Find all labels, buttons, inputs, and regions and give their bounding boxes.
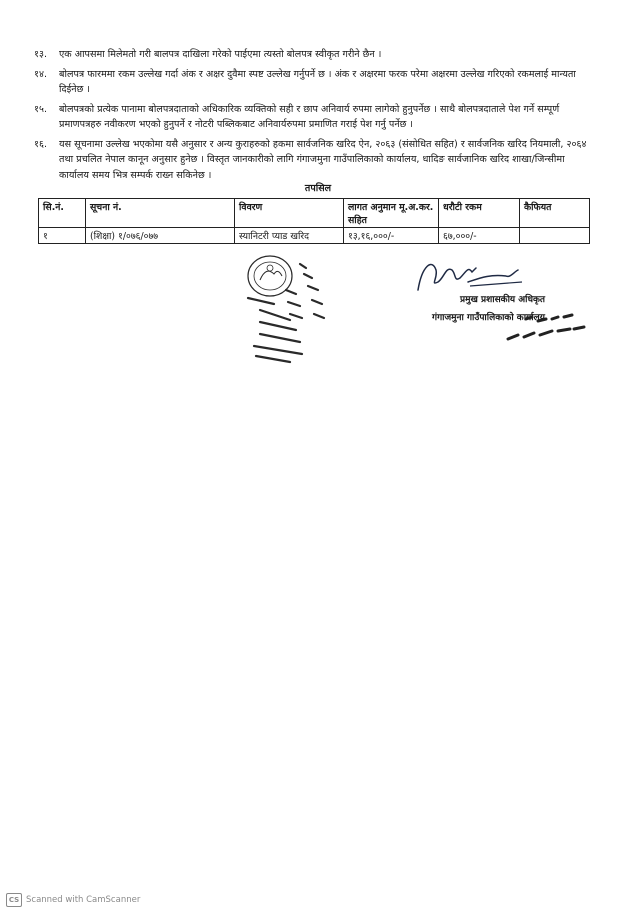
tender-table — [38, 198, 590, 244]
table-header-row — [39, 199, 590, 228]
clause-list — [34, 47, 594, 187]
clause-number: १६. — [34, 138, 48, 150]
cell-deposit: ६७,०००/- — [439, 228, 520, 244]
cell-cost-estimate: १३,१६,०००/- — [344, 228, 439, 244]
clause-item — [34, 47, 594, 63]
watermark-text: Scanned with CamScanner — [26, 895, 141, 905]
clause-number: १४. — [34, 68, 48, 80]
signatory-office: गंगाजमुना गाउँपालिकाको कार्यालय — [432, 313, 545, 323]
cell-serial: १ — [39, 228, 86, 244]
scanner-watermark — [6, 893, 140, 907]
header-deposit: धरौटी रकम — [439, 199, 520, 228]
clause-number: १३. — [34, 49, 48, 60]
header-cost-estimate: लागत अनुमान मू.अ.कर. सहित — [344, 199, 439, 228]
cell-description: स्यानिटरी प्याड खरिद — [235, 228, 344, 244]
schedule-title: तपसिल — [304, 183, 332, 194]
clause-text: एक आपसमा मिलेमतो गरी बालपत्र दाखिला गरेको पाईएमा त्यस्तो बोलपत्र स्वीकृत गरीने छैन । — [59, 49, 382, 60]
table-row — [39, 228, 590, 244]
clause-item — [34, 137, 594, 184]
clause-item — [34, 67, 594, 98]
office-seal — [230, 246, 350, 366]
camscanner-logo-icon: CS — [6, 893, 22, 907]
officer-stamp — [462, 307, 592, 357]
clause-text: बोलपत्रको प्रत्येक पानामा बोलपत्रदाताको अधिकारिक व्यक्तिको सही र छाप अनिवार्य रुपमा लागेको हुनुपर्नेछ । साथै बोलपत्रदाताले पेश गर्ने सम्पूर्ण प्रमाणपत्रहरु नवीकरण भएको हुनुपर्ने र नोटरी पब्लिकबाट अनिवार्यरुपमा प्रमाणित गराई पेश गर्नु पर्नेछ । — [59, 103, 560, 130]
clause-number: १५. — [34, 103, 48, 115]
header-notice-no: सूचना नं. — [86, 199, 235, 228]
clause-item — [34, 102, 594, 133]
clause-text: यस सूचनामा उल्लेख भएकोमा यसै अनुसार र अन्य कुराहरुको हकमा सार्वजनिक खरिद ऐन, २०६३ (संसोधित सहित) र सार्वजनिक खरिद नियमाली, २०६४ तथा प्रचलित नेपाल कानून अनुसार हुनेछ । विस्तृत जानकारीको लागि गंगाजमुना गाउँपालिकाको कार्यालय, धादिङ सार्वजानिक खरिद शाखा/जिन्सीमा कार्यालय समय भित्र सम्पर्क राख्न सकिनेछ । — [59, 138, 587, 181]
header-description: विवरण — [235, 199, 344, 228]
cell-remarks — [520, 228, 590, 244]
header-serial: सि.नं. — [39, 199, 86, 228]
header-remarks: कैफियत — [520, 199, 590, 228]
signatory-title: प्रमुख प्रशासकीय अधिकृत — [460, 295, 546, 305]
clause-text: बोलपत्र फारममा रकम उल्लेख गर्दा अंक र अक्षर दुवैमा स्पष्ट उल्लेख गर्नुपर्ने छ । अंक र अक्षरमा फरक परेमा अक्षरमा उल्लेख गरिएको रकमलाई मान्यता दिईनेछ । — [59, 68, 576, 95]
cell-notice-no: (शिक्षा) १/०७६/०७७ — [86, 228, 235, 244]
signature-block — [400, 252, 590, 362]
